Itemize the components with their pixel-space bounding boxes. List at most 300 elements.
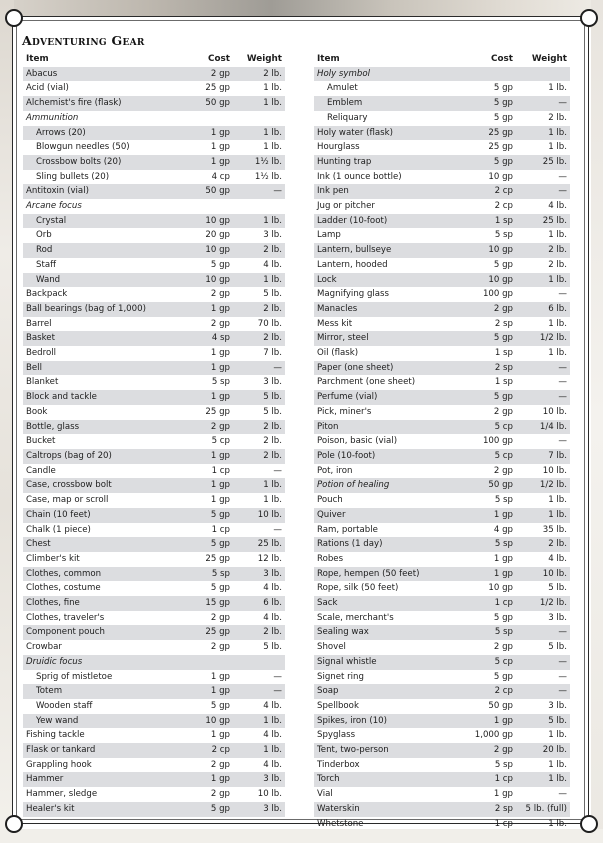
table-row (23, 772, 285, 787)
table-row (23, 214, 285, 229)
cell-item: Caltrops (bag of 20) (23, 449, 183, 464)
table-row (314, 170, 570, 185)
cell-cost (183, 199, 233, 214)
cell-cost: 20 gp (205, 230, 230, 241)
cell-weight: — (273, 524, 282, 535)
cell-weight: 3 lb. (548, 612, 567, 623)
cell-weight: 6 lb. (233, 596, 285, 611)
cell-cost: 2 gp (183, 420, 233, 435)
table-row (23, 81, 285, 96)
cell-item: Barrel (26, 318, 52, 329)
cell-item: Spyglass (317, 730, 356, 741)
cell-weight: 2 lb. (233, 243, 285, 258)
cell-item: Clothes, costume (26, 583, 101, 594)
cell-weight: 1/2 lb. (516, 331, 570, 346)
cell-cost: 5 gp (210, 259, 230, 270)
cell-item: Waterskin (314, 802, 464, 817)
cell-cost: 10 gp (183, 243, 233, 258)
cell-weight: — (233, 684, 285, 699)
table-row (23, 155, 285, 170)
table-row (314, 817, 570, 832)
gear-table-left (23, 52, 285, 817)
cell-item: Tent, two-person (314, 743, 464, 758)
cell-cost: 2 sp (494, 318, 513, 329)
cell-item: Staff (36, 259, 57, 270)
table-row (314, 287, 570, 302)
table-row (314, 111, 570, 126)
cell-item: Basket (23, 331, 183, 346)
cell-cost: 2 cp (464, 684, 516, 699)
cell-weight: 5 lb. (263, 406, 282, 417)
cell-weight: 1 lb. (548, 318, 567, 329)
cell-weight: — (516, 390, 570, 405)
cell-weight: 1 lb. (233, 273, 285, 288)
cell-item: Totem (23, 684, 183, 699)
cell-item: Soap (314, 684, 464, 699)
cell-cost: 1 gp (183, 772, 233, 787)
cell-item: Ram, portable (317, 524, 378, 535)
table-row (314, 714, 570, 729)
cell-item: Chest (23, 537, 183, 552)
cell-weight: 1 lb. (263, 142, 282, 153)
cell-item: Amulet (327, 83, 358, 94)
cell-weight: 3 lb. (233, 567, 285, 582)
cell-item: Rope, hempen (50 feet) (314, 567, 464, 582)
header-cost: Cost (208, 54, 230, 64)
cell-weight: — (273, 465, 282, 476)
cell-cost: 1 gp (183, 155, 233, 170)
table-row (23, 640, 285, 655)
table-header-row (314, 52, 570, 67)
cell-weight: — (558, 671, 567, 682)
cell-cost: 2 sp (464, 802, 516, 817)
cell-cost: 25 gp (464, 126, 516, 141)
cell-weight (233, 199, 285, 214)
cell-item: Pot, iron (317, 465, 353, 476)
cell-cost: 4 cp (211, 171, 230, 182)
cell-weight: 4 lb. (263, 583, 282, 594)
cell-cost: 10 gp (183, 273, 233, 288)
cell-weight: 10 lb. (542, 465, 567, 476)
table-row (23, 199, 285, 214)
cell-weight: 35 lb. (542, 524, 567, 535)
cell-weight: 1/4 lb. (516, 420, 570, 435)
table-row (314, 772, 570, 787)
cell-cost: 5 sp (183, 567, 233, 582)
cell-weight: — (558, 171, 567, 182)
cell-cost: 2 sp (464, 361, 516, 376)
cell-weight: 1 lb. (548, 348, 567, 359)
table-row (23, 287, 285, 302)
gear-table-right (314, 52, 570, 831)
cell-cost: 10 gp (488, 171, 513, 182)
table-row (314, 155, 570, 170)
cell-cost: 1 gp (183, 126, 233, 141)
cell-weight: 4 lb. (263, 759, 282, 770)
cell-weight: 3 lb. (233, 772, 285, 787)
cell-item: Wooden staff (36, 700, 93, 711)
cell-item: Lamp (317, 230, 341, 241)
cell-item: Arrows (20) (23, 126, 183, 141)
cell-item: Sealing wax (314, 625, 464, 640)
cell-weight: 1 lb. (233, 126, 285, 141)
table-row (23, 273, 285, 288)
cell-weight: 5 lb. (full) (516, 802, 570, 817)
cell-item: Tinderbox (317, 759, 360, 770)
table-row (23, 670, 285, 685)
cell-weight: 12 lb. (257, 553, 282, 564)
cell-weight: 4 lb. (263, 700, 282, 711)
table-row (23, 537, 285, 552)
cell-weight: — (516, 684, 570, 699)
cell-item: Climber's kit (26, 553, 80, 564)
cell-cost: 2 cp (183, 743, 233, 758)
cell-weight: 1 lb. (548, 730, 567, 741)
cell-cost: 5 sp (464, 625, 516, 640)
table-row (314, 670, 570, 685)
cell-weight: 1½ lb. (254, 171, 282, 182)
cell-item: Hourglass (317, 142, 360, 153)
cell-weight: 2 lb. (233, 625, 285, 640)
cell-weight: 1 lb. (233, 478, 285, 493)
cell-cost: 1 cp (494, 818, 513, 829)
cell-item: Ink pen (314, 184, 464, 199)
cell-item: Robes (317, 553, 344, 564)
cell-weight: 1 lb. (548, 495, 567, 506)
cell-cost: 2 cp (464, 184, 516, 199)
table-row (314, 625, 570, 640)
table-title: Adventuring Gear (22, 33, 145, 48)
background-texture-right (591, 0, 603, 843)
table-header-row (23, 52, 285, 67)
cell-item: Rations (1 day) (314, 537, 464, 552)
cell-item: Mess kit (317, 318, 353, 329)
cell-cost: 25 gp (205, 83, 230, 94)
table-row (314, 67, 570, 82)
cell-item: Blowgun needles (50) (36, 142, 130, 153)
table-row (314, 581, 570, 596)
cell-cost: 5 sp (494, 230, 513, 241)
cell-item: Antitoxin (vial) (23, 184, 183, 199)
table-row (314, 449, 570, 464)
table-row (314, 273, 570, 288)
table-row (23, 714, 285, 729)
table-row (23, 126, 285, 141)
cell-item: Lantern, bullseye (314, 243, 464, 258)
table-row (23, 317, 285, 332)
table-row (23, 625, 285, 640)
cell-weight: — (516, 361, 570, 376)
cell-cost: 5 gp (493, 83, 513, 94)
table-row (23, 787, 285, 802)
cell-item: Blanket (26, 377, 59, 388)
cell-item: Candle (26, 465, 56, 476)
cell-cost: 4 sp (183, 331, 233, 346)
cell-cost: 50 gp (488, 700, 513, 711)
cell-item: Abacus (23, 67, 183, 82)
table-row (23, 464, 285, 479)
cell-weight: 3 lb. (263, 230, 282, 241)
cell-weight: 1 lb. (233, 96, 285, 111)
cell-cost: 5 gp (464, 390, 516, 405)
table-row (314, 184, 570, 199)
table-row (314, 552, 570, 567)
cell-item: Arcane focus (26, 201, 82, 212)
cell-item: Acid (vial) (26, 83, 69, 94)
cell-cost: 25 gp (205, 553, 230, 564)
cell-cost: 100 gp (482, 436, 513, 447)
cell-weight: 5 lb. (548, 583, 567, 594)
table-row (23, 361, 285, 376)
table-row (23, 420, 285, 435)
cell-item: Orb (36, 230, 52, 241)
cell-cost: 2 gp (210, 612, 230, 623)
cell-item: Vial (317, 789, 333, 800)
cell-weight: — (233, 361, 285, 376)
cell-cost: 4 gp (493, 524, 513, 535)
cell-item: Crowbar (26, 642, 62, 653)
table-row (314, 96, 570, 111)
cell-weight: 1 lb. (233, 214, 285, 229)
cell-weight: — (558, 789, 567, 800)
table-row (314, 567, 570, 582)
cell-cost (464, 67, 516, 82)
cell-item: Bucket (26, 436, 56, 447)
cell-item: Rod (23, 243, 183, 258)
cell-item: Jug or pitcher (317, 201, 375, 212)
cell-cost: 10 gp (183, 214, 233, 229)
cell-weight: 25 lb. (233, 537, 285, 552)
cell-cost: 100 gp (482, 289, 513, 300)
cell-weight: 70 lb. (257, 318, 282, 329)
header-item: Item (26, 54, 49, 64)
table-row (314, 508, 570, 523)
cell-cost: 1 sp (494, 348, 513, 359)
cell-item: Lock (314, 273, 464, 288)
table-row (23, 184, 285, 199)
table-row (314, 523, 570, 538)
cell-item: Clothes, traveler's (26, 612, 105, 623)
cell-weight: 2 lb. (548, 259, 567, 270)
table-row (314, 199, 570, 214)
cell-item: Hunting trap (314, 155, 464, 170)
cell-cost: 10 gp (464, 243, 516, 258)
table-row (314, 420, 570, 435)
table-row (23, 611, 285, 626)
corner-ornament-icon (580, 815, 598, 833)
cell-item: Sling bullets (20) (36, 171, 110, 182)
cell-cost: 5 gp (183, 537, 233, 552)
cell-cost: 1 gp (210, 348, 230, 359)
cell-weight: — (273, 671, 282, 682)
cell-item: Bedroll (26, 348, 57, 359)
cell-cost: 1 gp (464, 567, 516, 582)
table-row (23, 802, 285, 817)
cell-item: Chain (10 feet) (23, 508, 183, 523)
cell-weight: 10 lb. (542, 406, 567, 417)
cell-weight: 5 lb. (263, 289, 282, 300)
table-row (314, 596, 570, 611)
cell-weight: 1 lb. (516, 273, 570, 288)
cell-weight: 4 lb. (263, 259, 282, 270)
cell-item: Whetstone (317, 818, 364, 829)
cell-cost: 1 gp (183, 449, 233, 464)
cell-item: Signal whistle (314, 655, 464, 670)
cell-item: Perfume (vial) (314, 390, 464, 405)
cell-cost: 2 gp (210, 759, 230, 770)
table-row (314, 655, 570, 670)
cell-cost: 2 gp (493, 406, 513, 417)
cell-item: Scale, merchant's (317, 612, 394, 623)
table-row (314, 214, 570, 229)
cell-weight: 7 lb. (516, 449, 570, 464)
cell-cost (183, 655, 233, 670)
cell-cost: 15 gp (183, 596, 233, 611)
header-item: Item (317, 54, 340, 64)
table-row (314, 743, 570, 758)
cell-weight: 1 lb. (548, 142, 567, 153)
cell-item: Potion of healing (314, 478, 464, 493)
cell-cost: 50 gp (464, 478, 516, 493)
table-row (314, 802, 570, 817)
cell-weight: 3 lb. (263, 377, 282, 388)
cell-cost: 1 sp (494, 377, 513, 388)
cell-cost: 1 sp (464, 214, 516, 229)
cell-cost: 5 gp (493, 671, 513, 682)
cell-weight: 2 lb. (233, 420, 285, 435)
cell-item: Flask or tankard (23, 743, 183, 758)
cell-weight: 2 lb. (516, 537, 570, 552)
corner-ornament-icon (5, 815, 23, 833)
cell-cost: 5 gp (183, 802, 233, 817)
table-row (314, 405, 570, 420)
table-row (23, 331, 285, 346)
table-row (23, 567, 285, 582)
cell-item: Spellbook (317, 700, 359, 711)
cell-cost: 1 gp (493, 553, 513, 564)
cell-weight (233, 655, 285, 670)
cell-weight: 1 lb. (548, 759, 567, 770)
table-row (23, 523, 285, 538)
cell-cost: 5 gp (493, 259, 513, 270)
cell-cost: 1 gp (210, 671, 230, 682)
cell-item: Fishing tackle (26, 730, 85, 741)
cell-item: Clothes, common (23, 567, 183, 582)
table-row (23, 243, 285, 258)
cell-item: Bottle, glass (23, 420, 183, 435)
cell-item: Sprig of mistletoe (36, 671, 113, 682)
table-row (23, 581, 285, 596)
table-row (314, 317, 570, 332)
cell-weight: 5 lb. (516, 714, 570, 729)
table-row (314, 478, 570, 493)
cell-weight: 2 lb. (548, 112, 567, 123)
table-row (23, 596, 285, 611)
cell-item: Grappling hook (26, 759, 92, 770)
cell-weight: 1½ lb. (233, 155, 285, 170)
table-row (23, 302, 285, 317)
cell-item: Spikes, iron (10) (314, 714, 464, 729)
table-row (23, 684, 285, 699)
cell-cost: 5 cp (464, 655, 516, 670)
cell-item: Mirror, steel (314, 331, 464, 346)
cell-item: Reliquary (327, 112, 368, 123)
table-row (314, 258, 570, 273)
table-row (314, 640, 570, 655)
cell-item: Holy water (flask) (314, 126, 464, 141)
table-row (314, 537, 570, 552)
table-row (23, 493, 285, 508)
table-row (314, 464, 570, 479)
cell-item: Backpack (26, 289, 68, 300)
cell-cost: 5 gp (493, 112, 513, 123)
table-row (314, 302, 570, 317)
cell-item: Parchment (one sheet) (317, 377, 416, 388)
cell-item: Paper (one sheet) (314, 361, 464, 376)
cell-weight: 1 lb. (548, 230, 567, 241)
cell-cost: 5 sp (464, 537, 516, 552)
table-row (314, 228, 570, 243)
cell-item: Crystal (23, 214, 183, 229)
cell-item: Emblem (314, 96, 464, 111)
table-row (314, 390, 570, 405)
table-row (23, 699, 285, 714)
cell-weight: 2 lb. (233, 331, 285, 346)
cell-weight: — (516, 96, 570, 111)
cell-cost: 50 gp (183, 96, 233, 111)
cell-weight: — (516, 655, 570, 670)
cell-item: Druidic focus (23, 655, 183, 670)
cell-weight: 5 lb. (263, 642, 282, 653)
cell-cost: 2 gp (493, 465, 513, 476)
cell-weight: — (233, 184, 285, 199)
cell-item: Book (26, 406, 48, 417)
cell-weight: 1 lb. (263, 83, 282, 94)
cell-cost: 1,000 gp (474, 730, 513, 741)
cell-item: Block and tackle (23, 390, 183, 405)
cell-cost: 1 gp (493, 789, 513, 800)
cell-cost: 5 gp (210, 583, 230, 594)
table-row (23, 346, 285, 361)
table-row (314, 81, 570, 96)
cell-cost: 10 gp (183, 714, 233, 729)
table-row (23, 434, 285, 449)
table-row (314, 684, 570, 699)
cell-cost: 1 gp (464, 714, 516, 729)
table-row (314, 611, 570, 626)
table-row (314, 787, 570, 802)
cell-weight: — (516, 184, 570, 199)
cell-weight: 4 lb. (263, 612, 282, 623)
cell-cost: 1 cp (464, 772, 516, 787)
table-row (314, 699, 570, 714)
table-row (23, 449, 285, 464)
table-row (23, 228, 285, 243)
cell-item: Quiver (314, 508, 464, 523)
cell-weight: 10 lb. (257, 789, 282, 800)
cell-weight: 1 lb. (233, 743, 285, 758)
cell-item: Pick, miner's (317, 406, 372, 417)
cell-cost: 5 sp (211, 377, 230, 388)
cell-cost: 2 gp (493, 642, 513, 653)
header-weight: Weight (531, 54, 567, 64)
cell-item: Hammer, sledge (26, 789, 98, 800)
cell-weight: 20 lb. (516, 743, 570, 758)
cell-weight: 5 lb. (548, 642, 567, 653)
table-row (23, 728, 285, 743)
cell-weight: — (558, 377, 567, 388)
cell-weight: 4 lb. (548, 553, 567, 564)
